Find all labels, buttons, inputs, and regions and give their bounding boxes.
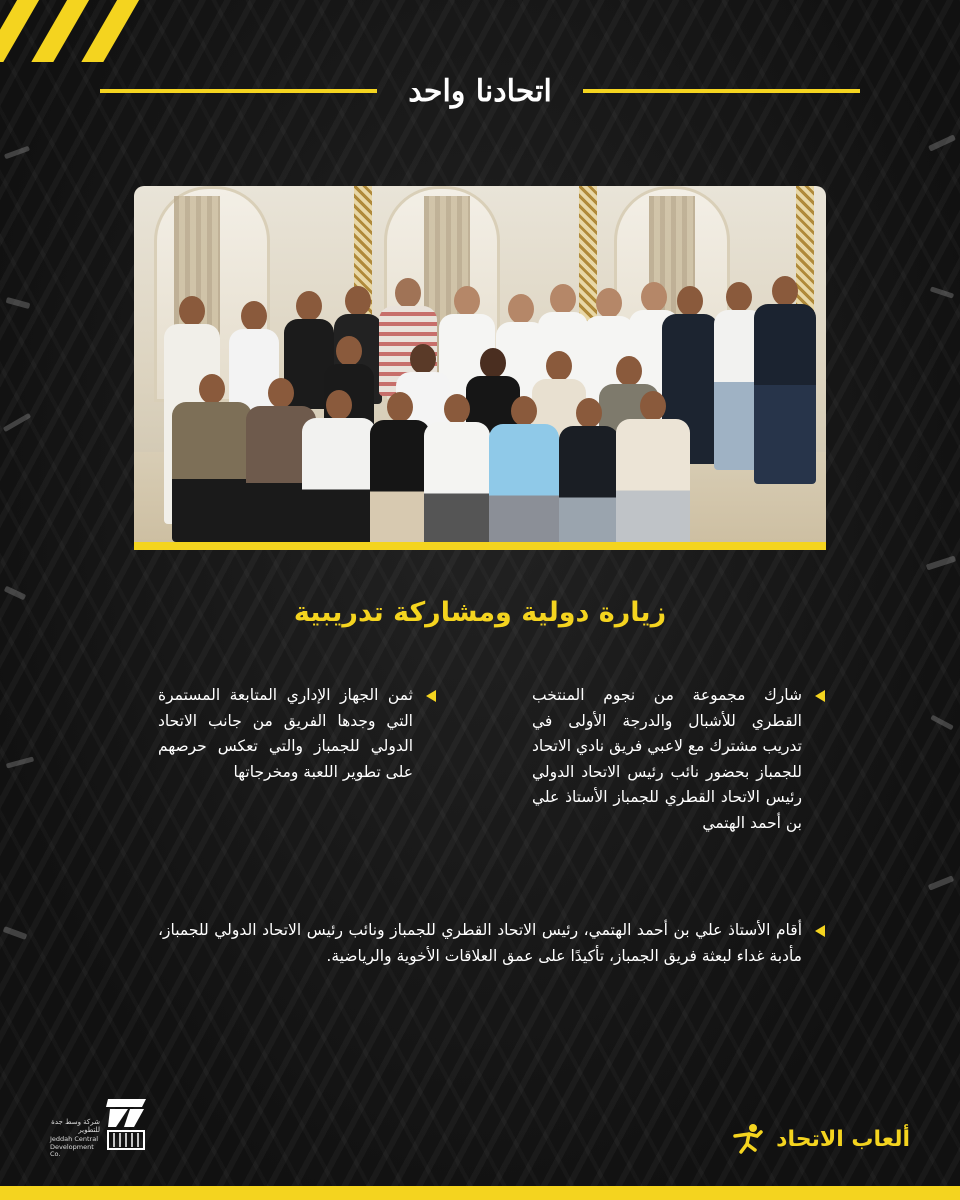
brush-mark [4, 586, 26, 601]
sponsor-name-english: Jeddah Central Development Co. [50, 1135, 99, 1158]
brush-mark [4, 146, 30, 160]
person [370, 392, 430, 542]
person [754, 276, 816, 486]
person [302, 390, 376, 542]
brush-mark [930, 715, 954, 731]
paragraph-right: شارك مجموعة من نجوم المنتخب القطري للأشبال والدرجة الأولى في تدريب مشترك مع لاعبي فريق نادي الاتحاد للجمباز بحضور نائب رئيس الاتحاد الدولي رئيس الاتحاد القطري للجمباز الأستاذ علي بن أحمد الهتمي [532, 686, 802, 832]
paragraph-left: ثمن الجهاز الإداري المتابعة المستمرة التي وجدها الفريق من جانب الاتحاد الدولي للجمباز والتي تعكس حرصهم على تطوير اللعبة ومخرجاتها [158, 686, 413, 781]
person [616, 391, 690, 542]
person [172, 374, 252, 542]
brand-name: ألعاب الاتحاد [776, 1127, 910, 1152]
brush-mark [926, 556, 956, 571]
person [424, 394, 490, 542]
brush-mark [6, 297, 31, 309]
brush-mark [3, 926, 28, 940]
group-photo [134, 186, 826, 542]
person [489, 396, 559, 542]
brush-mark [928, 875, 954, 890]
bullet-triangle-icon [815, 690, 825, 702]
photo-accent-bar [134, 542, 826, 550]
section-title: زيارة دولية ومشاركة تدريبية [293, 597, 667, 628]
person [559, 398, 619, 542]
bullet-triangle-icon [815, 925, 825, 937]
brush-mark [3, 413, 31, 432]
brush-mark [6, 756, 34, 768]
bullet-triangle-icon [426, 690, 436, 702]
header-line-left [100, 89, 377, 93]
header-line-right [583, 89, 860, 93]
brush-mark [928, 134, 956, 151]
footer-accent-bar [0, 1186, 960, 1200]
campaign-logo: اتحادنا واحد [408, 74, 552, 109]
paragraph-bottom: أقام الأستاذ علي بن أحمد الهتمي، رئيس الاتحاد القطري للجمباز ونائب رئيس الاتحاد الدولي للجمباز، مأدبة غداء لبعثة فريق الجمباز، تأكيدًا على عمق العلاقات الأخوية والرياضية. [158, 921, 802, 965]
brush-mark [930, 286, 954, 298]
corner-stripes-decoration [0, 0, 140, 62]
sponsor-name-arabic: شركة وسط جدة للتطوير [51, 1118, 100, 1134]
